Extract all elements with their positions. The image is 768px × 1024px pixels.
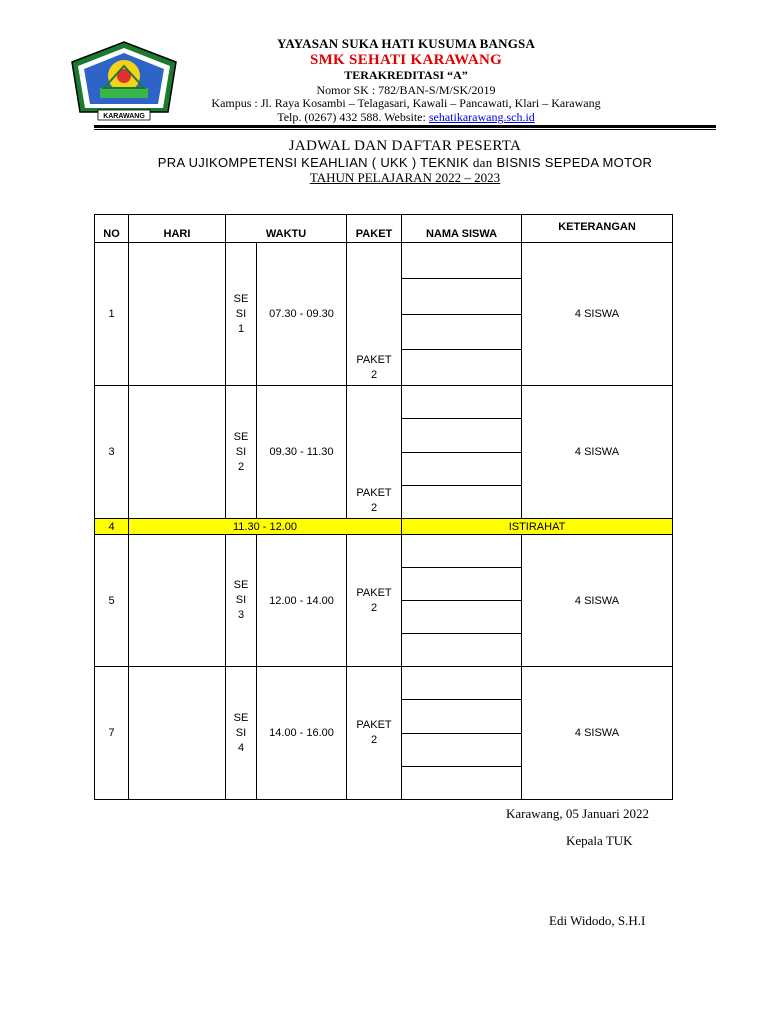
row-student-names <box>402 243 522 386</box>
row-sesi: SE SI 3 <box>226 535 257 667</box>
row-sesi: SE SI 4 <box>226 667 257 800</box>
contact-phone: Telp. (0267) 432 588. Website: <box>277 110 429 124</box>
table-header-row <box>95 215 673 243</box>
row-student-names <box>402 535 522 667</box>
document-subtitle <box>94 155 716 171</box>
break-label: ISTIRAHAT <box>402 519 673 535</box>
row-time: 07.30 - 09.30 <box>257 243 347 386</box>
row-no: 5 <box>95 535 129 667</box>
row-student-names <box>402 667 522 800</box>
row-sesi: SE SI 1 <box>226 243 257 386</box>
row-hari <box>129 386 226 519</box>
row-paket: PAKET 2 <box>347 386 402 519</box>
row-paket: PAKET 2 <box>347 535 402 667</box>
table-row <box>95 535 673 667</box>
row-hari <box>129 243 226 386</box>
row-sesi: SE SI 2 <box>226 386 257 519</box>
contact-line <box>200 110 612 125</box>
student-name-cell[interactable] <box>402 279 521 315</box>
subtitle-and: dan <box>472 155 493 170</box>
header-nama-siswa: NAMA SISWA <box>402 215 522 243</box>
row-keterangan: 4 SISWA <box>522 386 673 519</box>
student-name-cell[interactable] <box>402 535 521 568</box>
header-no: NO <box>95 215 129 243</box>
student-name-cell[interactable] <box>402 634 521 666</box>
row-hari <box>129 535 226 667</box>
student-name-cell[interactable] <box>402 315 521 351</box>
row-time: 09.30 - 11.30 <box>257 386 347 519</box>
row-keterangan: 4 SISWA <box>522 667 673 800</box>
break-no: 4 <box>95 519 129 535</box>
row-no: 7 <box>95 667 129 800</box>
header-paket: PAKET <box>347 215 402 243</box>
row-keterangan: 4 SISWA <box>522 535 673 667</box>
signer-role: Kepala TUK <box>566 833 633 848</box>
table-row <box>95 667 673 800</box>
header-rule-thin <box>94 129 716 130</box>
academic-year-text: TAHUN PELAJARAN 2022 – 2023 <box>309 170 501 185</box>
document-title: JADWAL DAN DAFTAR PESERTA <box>288 138 522 154</box>
student-name-cell[interactable] <box>402 486 521 518</box>
student-name-cell[interactable] <box>402 243 521 279</box>
svg-text:KARAWANG: KARAWANG <box>103 113 145 120</box>
header-waktu: WAKTU <box>226 215 347 243</box>
row-paket: PAKET 2 <box>347 243 402 386</box>
foundation-name: YAYASAN SUKA HATI KUSUMA BANGSA <box>276 36 536 51</box>
student-name-cell[interactable] <box>402 601 521 634</box>
student-name-cell[interactable] <box>402 767 521 799</box>
row-time: 12.00 - 14.00 <box>257 535 347 667</box>
student-name-cell[interactable] <box>402 453 521 486</box>
row-hari <box>129 667 226 800</box>
campus-address: Kampus : Jl. Raya Kosambi – Telagasari, Kawali – Pancawati, Klari – Karawang <box>211 96 601 110</box>
academic-year <box>94 170 716 186</box>
row-keterangan: 4 SISWA <box>522 243 673 386</box>
student-name-cell[interactable] <box>402 350 521 385</box>
row-student-names <box>402 386 522 519</box>
accreditation: TERAKREDITASI “A” <box>344 68 468 82</box>
signer-name: Edi Widodo, S.H.I <box>549 913 646 928</box>
table-row <box>95 386 673 519</box>
row-time: 14.00 - 16.00 <box>257 667 347 800</box>
subtitle-part-b: BISNIS SEPEDA MOTOR <box>496 155 653 170</box>
school-name: SMK SEHATI KARAWANG <box>309 52 503 68</box>
subtitle-part-a: PRA UJIKOMPETENSI KEAHLIAN ( UKK ) TEKNIK <box>157 155 469 170</box>
row-paket: PAKET 2 <box>347 667 402 800</box>
student-name-cell[interactable] <box>402 667 521 700</box>
table-row <box>95 243 673 386</box>
place-and-date: Karawang, 05 Januari 2022 <box>506 806 649 821</box>
decree-number: Nomor SK : 782/BAN-S/M/SK/2019 <box>316 83 496 97</box>
header-hari: HARI <box>129 215 226 243</box>
student-name-cell[interactable] <box>402 386 521 419</box>
student-name-cell[interactable] <box>402 568 521 601</box>
schedule-table <box>94 214 673 800</box>
row-no: 1 <box>95 243 129 386</box>
student-name-cell[interactable] <box>402 419 521 452</box>
row-no: 3 <box>95 386 129 519</box>
break-time: 11.30 - 12.00 <box>129 519 402 535</box>
header-keterangan: KETERANGAN <box>522 215 673 243</box>
student-name-cell[interactable] <box>402 734 521 767</box>
website-link[interactable]: sehatikarawang.sch.id <box>428 110 535 124</box>
break-row <box>95 519 673 535</box>
school-logo <box>68 40 180 124</box>
header-rule <box>94 125 716 128</box>
student-name-cell[interactable] <box>402 700 521 733</box>
